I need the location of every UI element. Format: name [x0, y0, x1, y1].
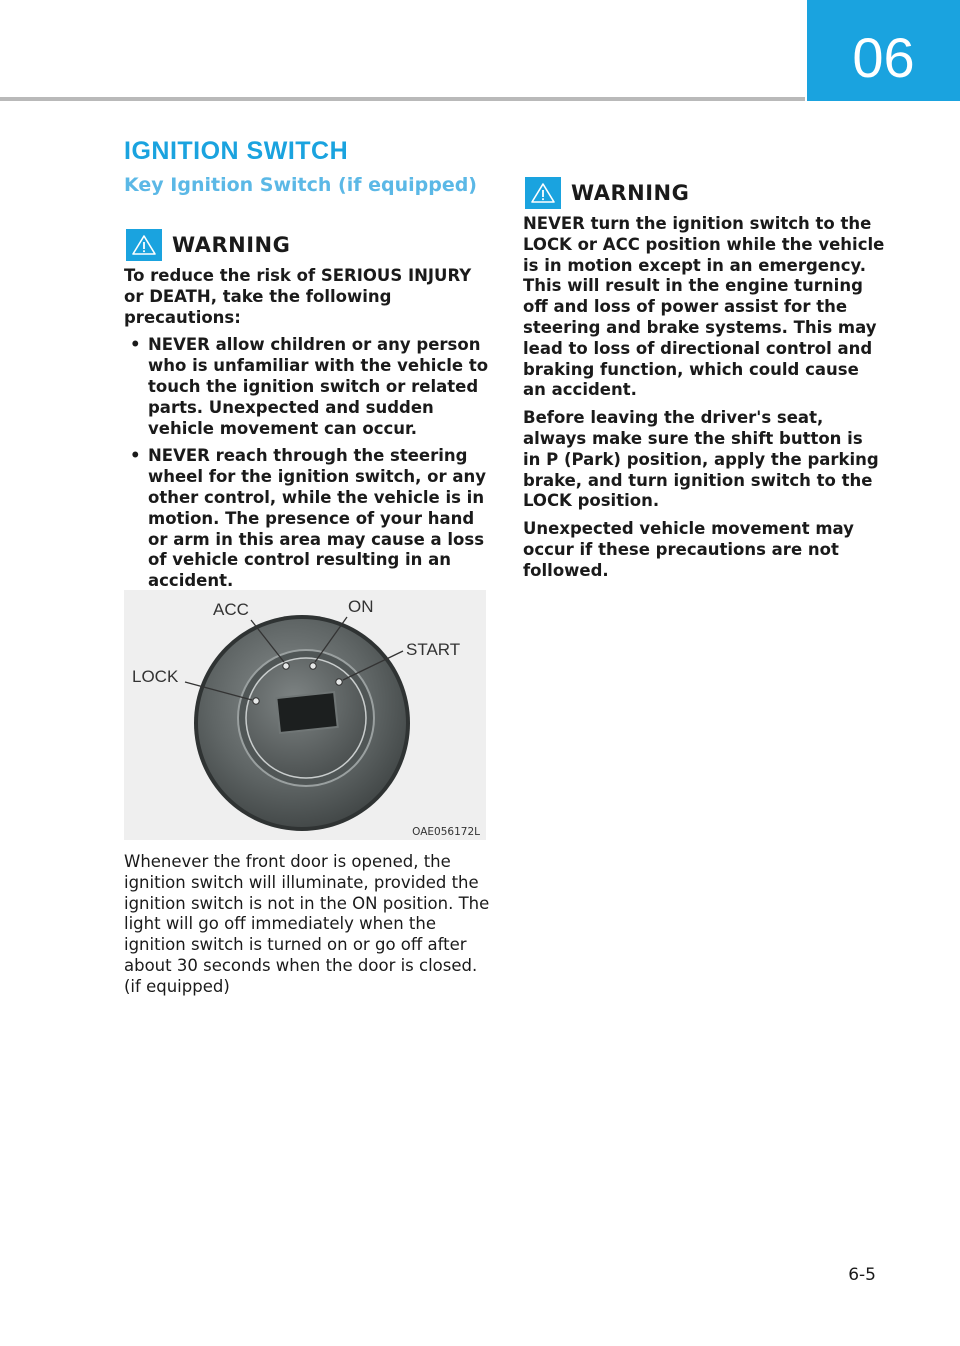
- chapter-number: 06: [852, 26, 915, 89]
- warning-triangle-icon: [525, 177, 561, 209]
- on-label: ON: [348, 597, 374, 616]
- body-paragraph: Whenever the front door is opened, the ignition switch will illuminate, provided the ignition switch is not in the ON position. The light will go off immediately when the ignition switch is turned on or go off after about 30 seconds when the door is closed. (if equipped): [124, 852, 490, 996]
- ignition-switch-figure: [124, 590, 486, 840]
- start-label: START: [406, 640, 461, 659]
- section-title: IGNITION SWITCH: [124, 137, 349, 165]
- warning-label: WARNING: [571, 181, 690, 205]
- warning-intro: To reduce the risk of SERIOUS INJURY or DEATH, take the following precautions:: [124, 266, 472, 327]
- warning-bullets: [124, 335, 492, 592]
- warning-bullet: • NEVER allow children or any person who is unfamiliar with the vehicle to touch the ignition switch or related parts. Unexpected and sudden vehicle movement can occur.: [124, 335, 492, 439]
- ignition-switch-illustration: [124, 590, 486, 840]
- warning-paragraph: Unexpected vehicle movement may occur if these precautions are not followed.: [523, 519, 854, 580]
- warning-bullet: • NEVER reach through the steering wheel for the ignition switch, or any other control, while the vehicle is in motion. The presence of your hand or arm in this area may cause a loss of vehicle control resulting in an accident.: [124, 446, 492, 592]
- chapter-tab: [807, 0, 960, 101]
- section-subtitle: Key Ignition Switch (if equipped): [124, 174, 477, 196]
- warning-paragraph: NEVER turn the ignition switch to the LOCK or ACC position while the vehicle is in motion except in an emergency. This will result in the engine turning off and loss of power assist for the steering and brake systems. This may lead to loss of directional control and braking function, which could cause an accident.: [523, 214, 885, 400]
- warning-body-right: [523, 214, 885, 589]
- warning-body-left: [124, 266, 492, 599]
- lock-label: LOCK: [132, 667, 179, 686]
- acc-label: ACC: [213, 600, 249, 619]
- warning-triangle-icon: [126, 229, 162, 261]
- warning-paragraph: Before leaving the driver's seat, always make sure the shift button is in P (Park) position, apply the parking brake, and turn ignition switch to the LOCK position.: [523, 408, 879, 511]
- header-rule: [0, 97, 805, 101]
- figure-code: OAE056172L: [412, 826, 480, 838]
- warning-header-left: [126, 229, 290, 261]
- page-number: 6-5: [848, 1265, 876, 1285]
- warning-label: WARNING: [172, 233, 291, 257]
- warning-header-right: [525, 177, 689, 209]
